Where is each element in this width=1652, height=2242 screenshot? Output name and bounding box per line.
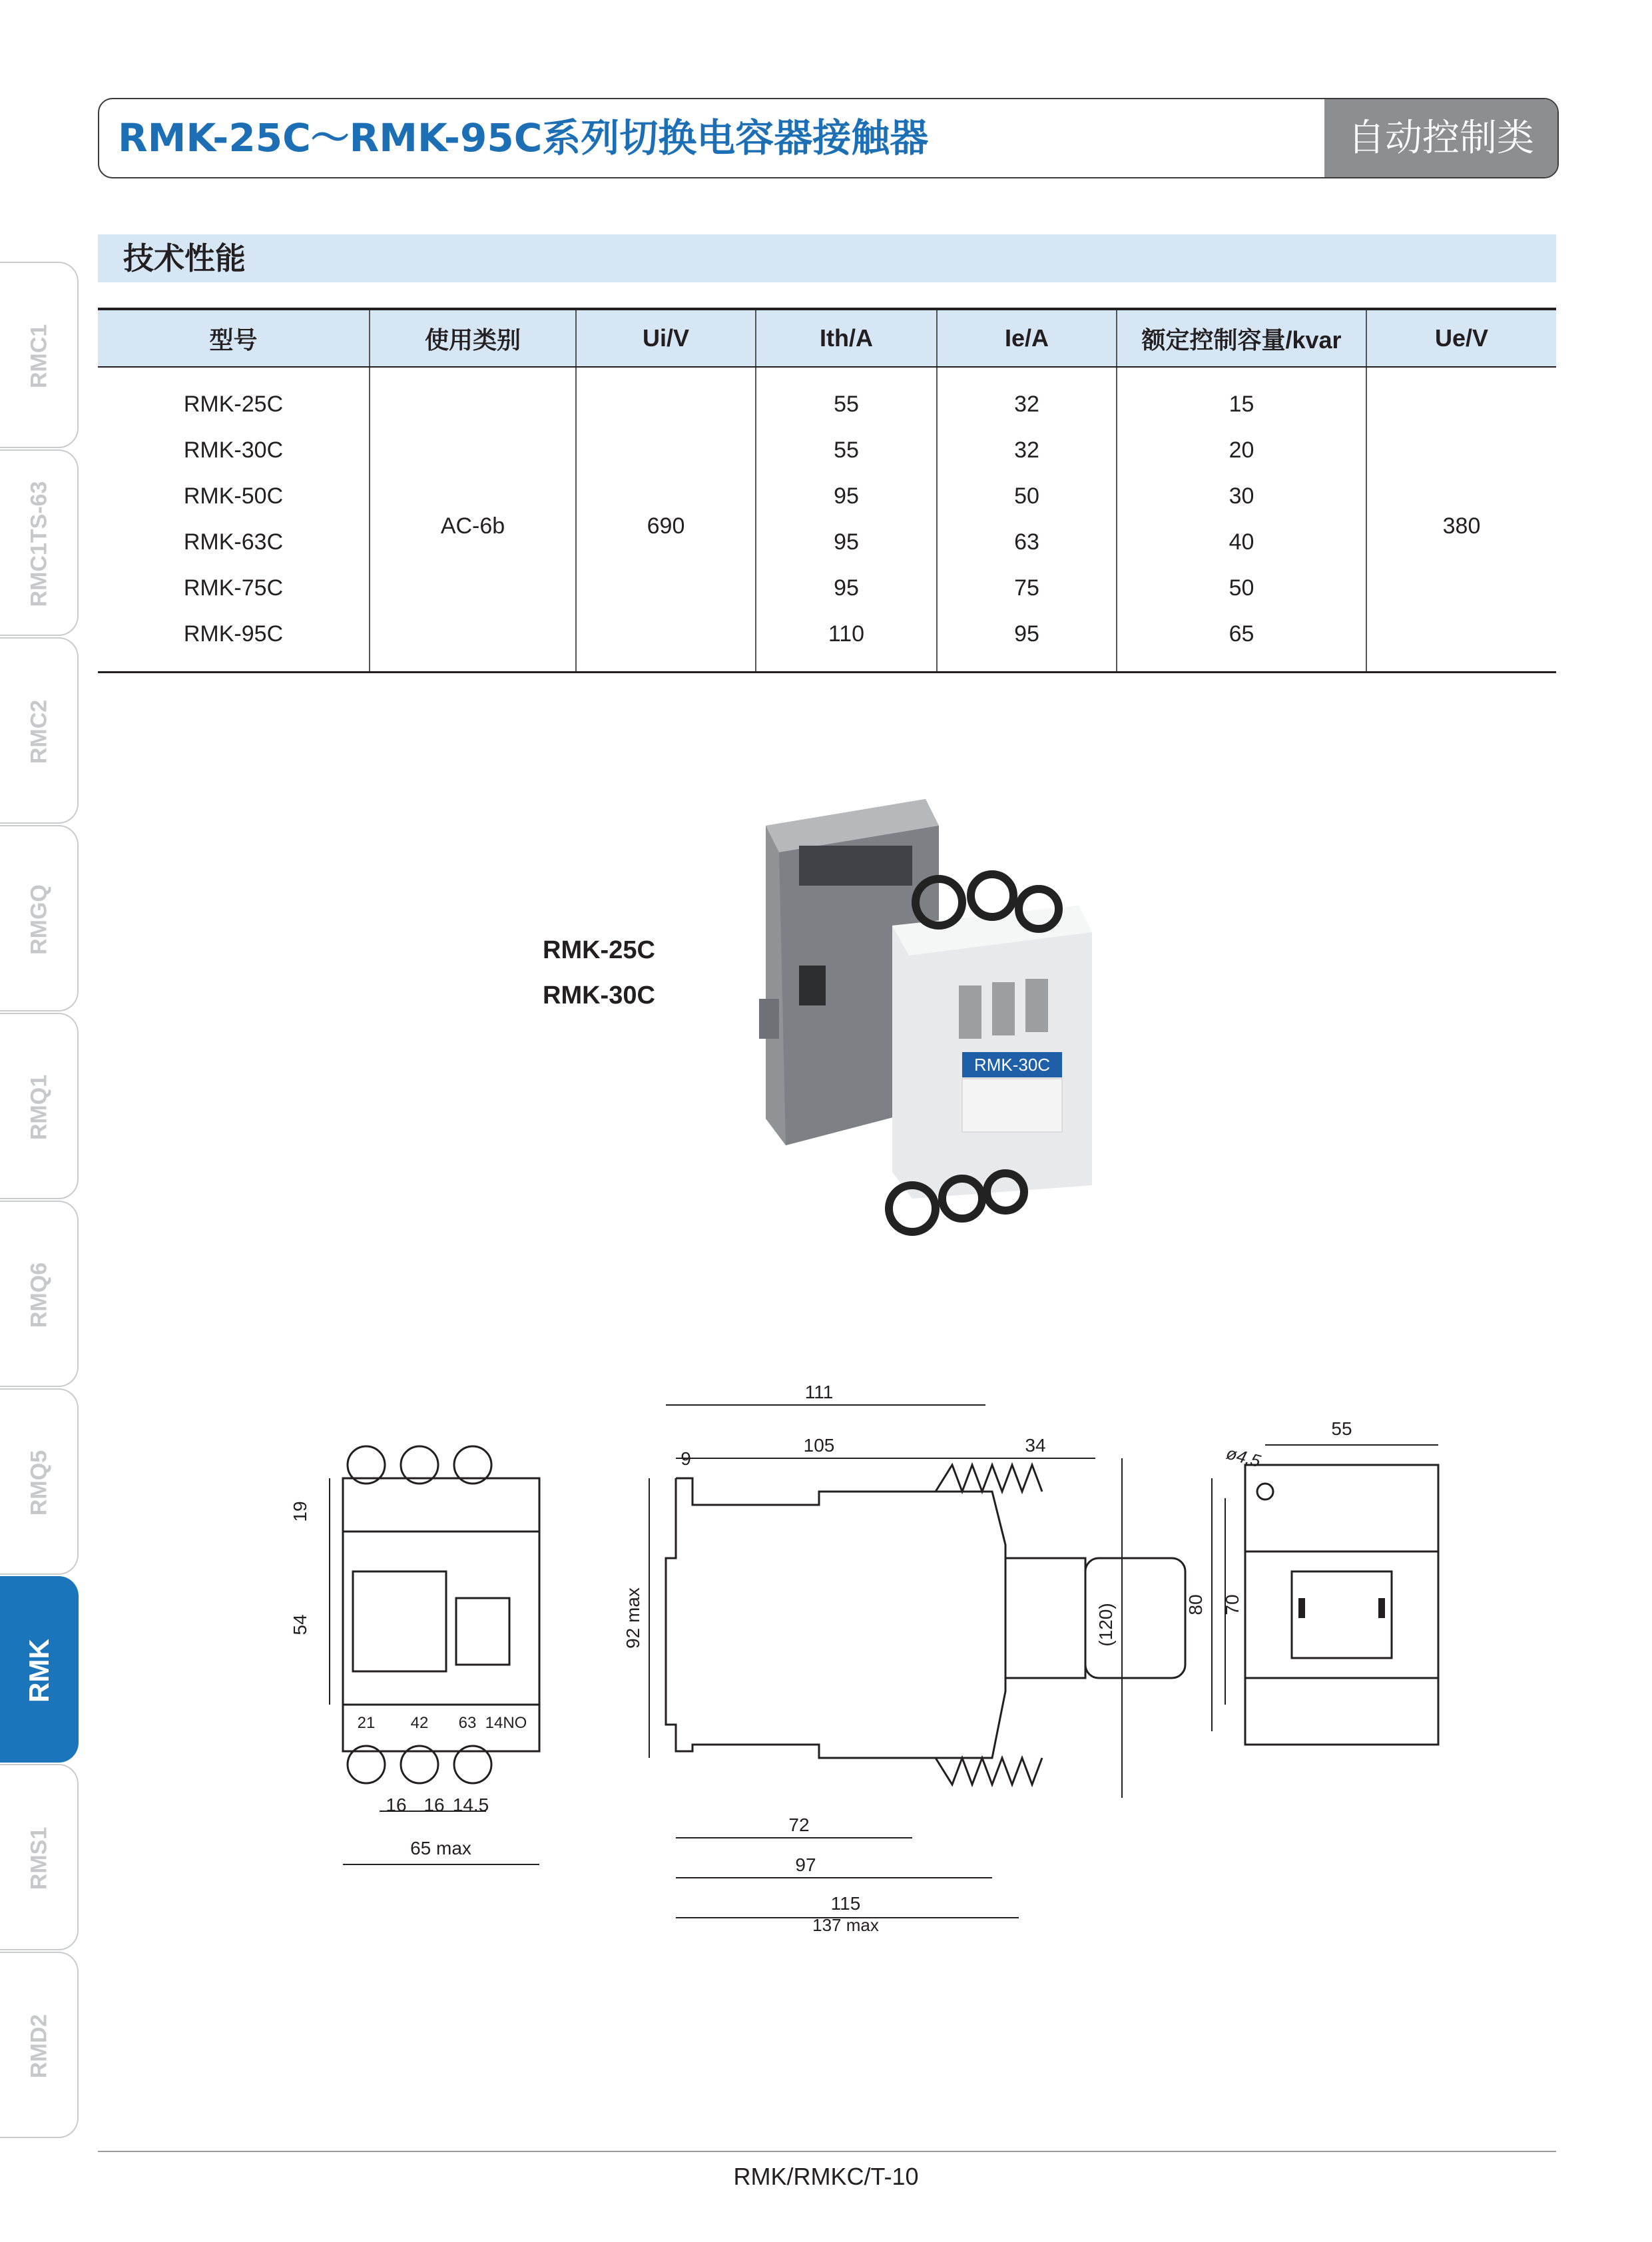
side-tab-rmgq[interactable]: RMGQ	[0, 825, 79, 1011]
col-ui: Ui/V	[576, 309, 756, 367]
cell-ith: 95	[756, 519, 937, 565]
terminal-42: 42	[410, 1714, 429, 1732]
photo-label-30c: RMK-30C	[543, 981, 655, 1009]
dimension-drawings	[286, 1332, 1472, 1931]
footer-divider	[98, 2151, 1556, 2152]
footer-page-ref: RMK/RMKC/T-10	[733, 2163, 919, 2190]
cell-ie: 63	[937, 519, 1117, 565]
side-tab-rms1[interactable]: RMS1	[0, 1764, 79, 1950]
dim-back-80: 80	[1185, 1594, 1206, 1615]
dim-front-19: 19	[290, 1501, 310, 1522]
dim-side-72: 72	[788, 1815, 810, 1835]
dim-side-97: 97	[795, 1854, 816, 1875]
cell-ie: 32	[937, 367, 1117, 427]
cell-kvar: 15	[1117, 367, 1366, 427]
category-badge: 自动控制类	[1324, 99, 1557, 177]
terminal-21: 21	[357, 1714, 376, 1732]
dim-side-120: (120)	[1095, 1603, 1116, 1647]
col-category: 使用类别	[370, 309, 576, 367]
cell-ith: 95	[756, 565, 937, 611]
table-row	[98, 565, 1556, 611]
cell-model: RMK-30C	[183, 437, 284, 463]
dim-side-34: 34	[1025, 1435, 1046, 1456]
dim-front-16b: 16	[423, 1795, 445, 1815]
cell-model: RMK-50C	[183, 483, 284, 509]
cell-kvar: 20	[1117, 427, 1366, 473]
cell-ie: 95	[937, 611, 1117, 673]
table-row	[98, 367, 1556, 427]
spec-table	[98, 308, 1556, 673]
side-tab-rmc2[interactable]: RMC2	[0, 637, 79, 824]
col-ie: Ie/A	[937, 309, 1117, 367]
back-view	[1212, 1442, 1438, 1745]
cell-kvar: 50	[1117, 565, 1366, 611]
page-header	[98, 98, 1559, 178]
photo-label-25c: RMK-25C	[543, 936, 655, 964]
side-tab-rmc1[interactable]: RMC1	[0, 262, 79, 448]
cell-model: RMK-75C	[183, 575, 284, 601]
cell-ith: 110	[756, 611, 937, 673]
side-tab-rmq6[interactable]: RMQ6	[0, 1201, 79, 1387]
cell-ui: 690	[576, 367, 756, 673]
side-tab-rmq1[interactable]: RMQ1	[0, 1013, 79, 1199]
side-tab-rmk[interactable]: RMK	[0, 1576, 79, 1763]
side-tab-rmc1ts63[interactable]: RMC1TS-63	[0, 449, 79, 636]
dim-back-70: 70	[1222, 1594, 1242, 1615]
table-header-row	[98, 309, 1556, 367]
side-tab-rmq5[interactable]: RMQ5	[0, 1388, 79, 1575]
cell-ie: 75	[937, 565, 1117, 611]
cell-ie: 32	[937, 427, 1117, 473]
dim-side-height: 92 max	[623, 1587, 643, 1649]
cell-ith: 95	[756, 473, 937, 519]
table-row	[98, 473, 1556, 519]
cell-model: RMK-25C	[183, 392, 284, 417]
terminal-14no: 14NO	[485, 1714, 527, 1732]
col-ith: Ith/A	[756, 309, 937, 367]
cell-model: RMK-95C	[98, 611, 370, 673]
product-photo	[759, 799, 1099, 1259]
section-header	[98, 234, 1556, 282]
cell-ie: 50	[937, 473, 1117, 519]
product-label-text: RMK-30C	[973, 1055, 1051, 1075]
cell-kvar: 40	[1117, 519, 1366, 565]
table-row	[98, 519, 1556, 565]
cell-kvar: 30	[1117, 473, 1366, 519]
col-ue: Ue/V	[1366, 309, 1556, 367]
cell-ith: 55	[756, 367, 937, 427]
cell-model: RMK-63C	[183, 529, 284, 555]
dim-back-hole: ø4.5	[1224, 1442, 1263, 1472]
cell-ue: 380	[1366, 367, 1556, 673]
dim-side-137: 137 max	[812, 1915, 879, 1931]
dim-back-55: 55	[1331, 1418, 1352, 1439]
dim-side-105: 105	[803, 1435, 835, 1456]
dim-front-14-5: 14.5	[452, 1795, 489, 1815]
col-kvar: 额定控制容量/kvar	[1117, 309, 1366, 367]
dim-front-width: 65 max	[410, 1838, 471, 1858]
dim-side-9: 9	[681, 1448, 691, 1469]
side-tab-rmd2[interactable]: RMD2	[0, 1952, 79, 2138]
terminal-63: 63	[458, 1714, 477, 1732]
side-view	[649, 1405, 1185, 1918]
dim-front-16a: 16	[386, 1795, 407, 1815]
dim-front-54: 54	[290, 1614, 310, 1635]
col-model: 型号	[98, 309, 370, 367]
section-title: 技术性能	[123, 240, 246, 276]
table-row	[98, 611, 1556, 673]
cell-ith: 55	[756, 427, 937, 473]
cell-kvar: 65	[1117, 611, 1366, 673]
page-title: RMK-25C～RMK-95C系列切换电容器接触器	[118, 115, 929, 160]
cell-category: AC-6b	[370, 367, 576, 673]
dim-side-111: 111	[804, 1382, 834, 1402]
dim-side-115: 115	[830, 1893, 861, 1914]
table-row	[98, 427, 1556, 473]
